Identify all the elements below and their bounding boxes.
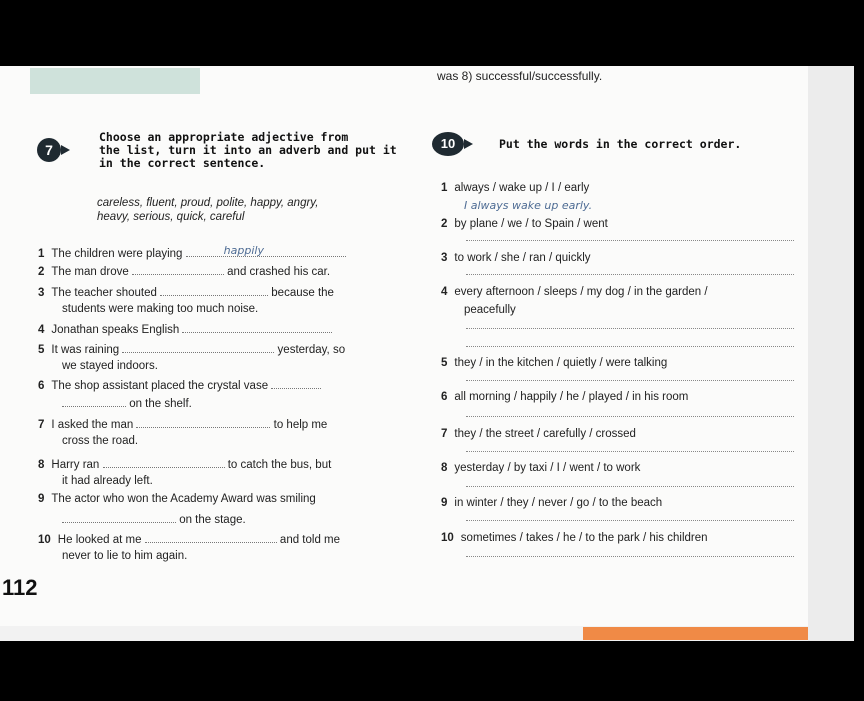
header-decoration [30, 68, 200, 94]
answer-line [466, 328, 794, 329]
ex10-item-3: 3 to work / she / ran / quickly [441, 252, 591, 264]
ex7-item-10: 10 He looked at me and told me [38, 534, 341, 546]
exercise-7-badge: 7 [37, 138, 61, 162]
answer-line [466, 416, 794, 417]
word-list-line-1: careless, fluent, proud, polite, happy, angry, [97, 197, 319, 209]
ex7-item-8-cont: it had already left. [62, 475, 153, 487]
ex10-item-8: 8 yesterday / by taxi / I / went / to work [441, 462, 641, 474]
ex7-item-7: 7 I asked the man to help me [38, 419, 328, 431]
ex7-item-3: 3 The teacher shouted because the [38, 287, 334, 299]
accent-bar [583, 627, 808, 640]
ex7-item-7-cont: cross the road. [62, 435, 139, 447]
exercise-10-badge: 10 [432, 132, 464, 156]
ex10-item-10: 10 sometimes / takes / he / to the park / his children [441, 532, 708, 544]
ex7-item-8: 8 Harry ran to catch the bus, but [38, 459, 332, 471]
ex7-item-2: 2 The man drove and crashed his car. [38, 266, 331, 278]
answer-line [466, 520, 794, 521]
ex10-item-5: 5 they / in the kitchen / quietly / were talking [441, 357, 668, 369]
ex10-item-9: 9 in winter / they / never / go / to the beach [441, 497, 663, 509]
ex7-item-5-cont: we stayed indoors. [62, 360, 158, 372]
answer-line [466, 346, 794, 347]
word-list-line-2: heavy, serious, quick, careful [97, 211, 245, 223]
answer-line [466, 556, 794, 557]
workbook-page [0, 66, 808, 626]
ex10-item-2: 2 by plane / we / to Spain / went [441, 218, 608, 230]
ex7-item-4: 4 Jonathan speaks English [38, 322, 332, 337]
ex7-item-1: 1 The children were playing happily [38, 246, 346, 261]
ex7-item-6-cont: on the shelf. [62, 396, 192, 411]
ex10-example-answer: I always wake up early. [464, 199, 593, 212]
handwritten-answer: happily [223, 244, 264, 257]
ex7-item-9: 9 The actor who won the Academy Award was smiling [38, 493, 316, 505]
exercise-7-instruction: Choose an appropriate adjective from the list, turn it into an adverb and put it in the correct sentence. [99, 130, 397, 170]
ex10-item-4-cont: peacefully [464, 304, 516, 316]
ex7-item-5: 5 It was raining yesterday, so [38, 344, 346, 356]
ex10-item-6: 6 all morning / happily / he / played / in his room [441, 391, 689, 403]
ex7-item-10-cont: never to lie to him again. [62, 550, 188, 562]
answer-line [466, 451, 794, 452]
ex10-item-7: 7 they / the street / carefully / crossed [441, 428, 636, 440]
exercise-10-instruction: Put the words in the correct order. [499, 137, 742, 151]
previous-exercise-answer: was 8) successful/successfully. [437, 69, 603, 83]
ex7-item-6: 6 The shop assistant placed the crystal vase [38, 378, 321, 393]
answer-line [466, 380, 794, 381]
ex10-item-4: 4 every afternoon / sleeps / my dog / in the garden / [441, 286, 708, 298]
page-edge [808, 66, 854, 641]
ex7-item-3-cont: students were making too much noise. [62, 303, 259, 315]
ex7-item-9-cont: on the stage. [62, 512, 246, 527]
answer-line [466, 486, 794, 487]
ex10-item-1: 1 always / wake up / I / early [441, 182, 590, 194]
page-number: 112 [2, 575, 38, 600]
answer-line [466, 274, 794, 275]
answer-line [466, 240, 794, 241]
